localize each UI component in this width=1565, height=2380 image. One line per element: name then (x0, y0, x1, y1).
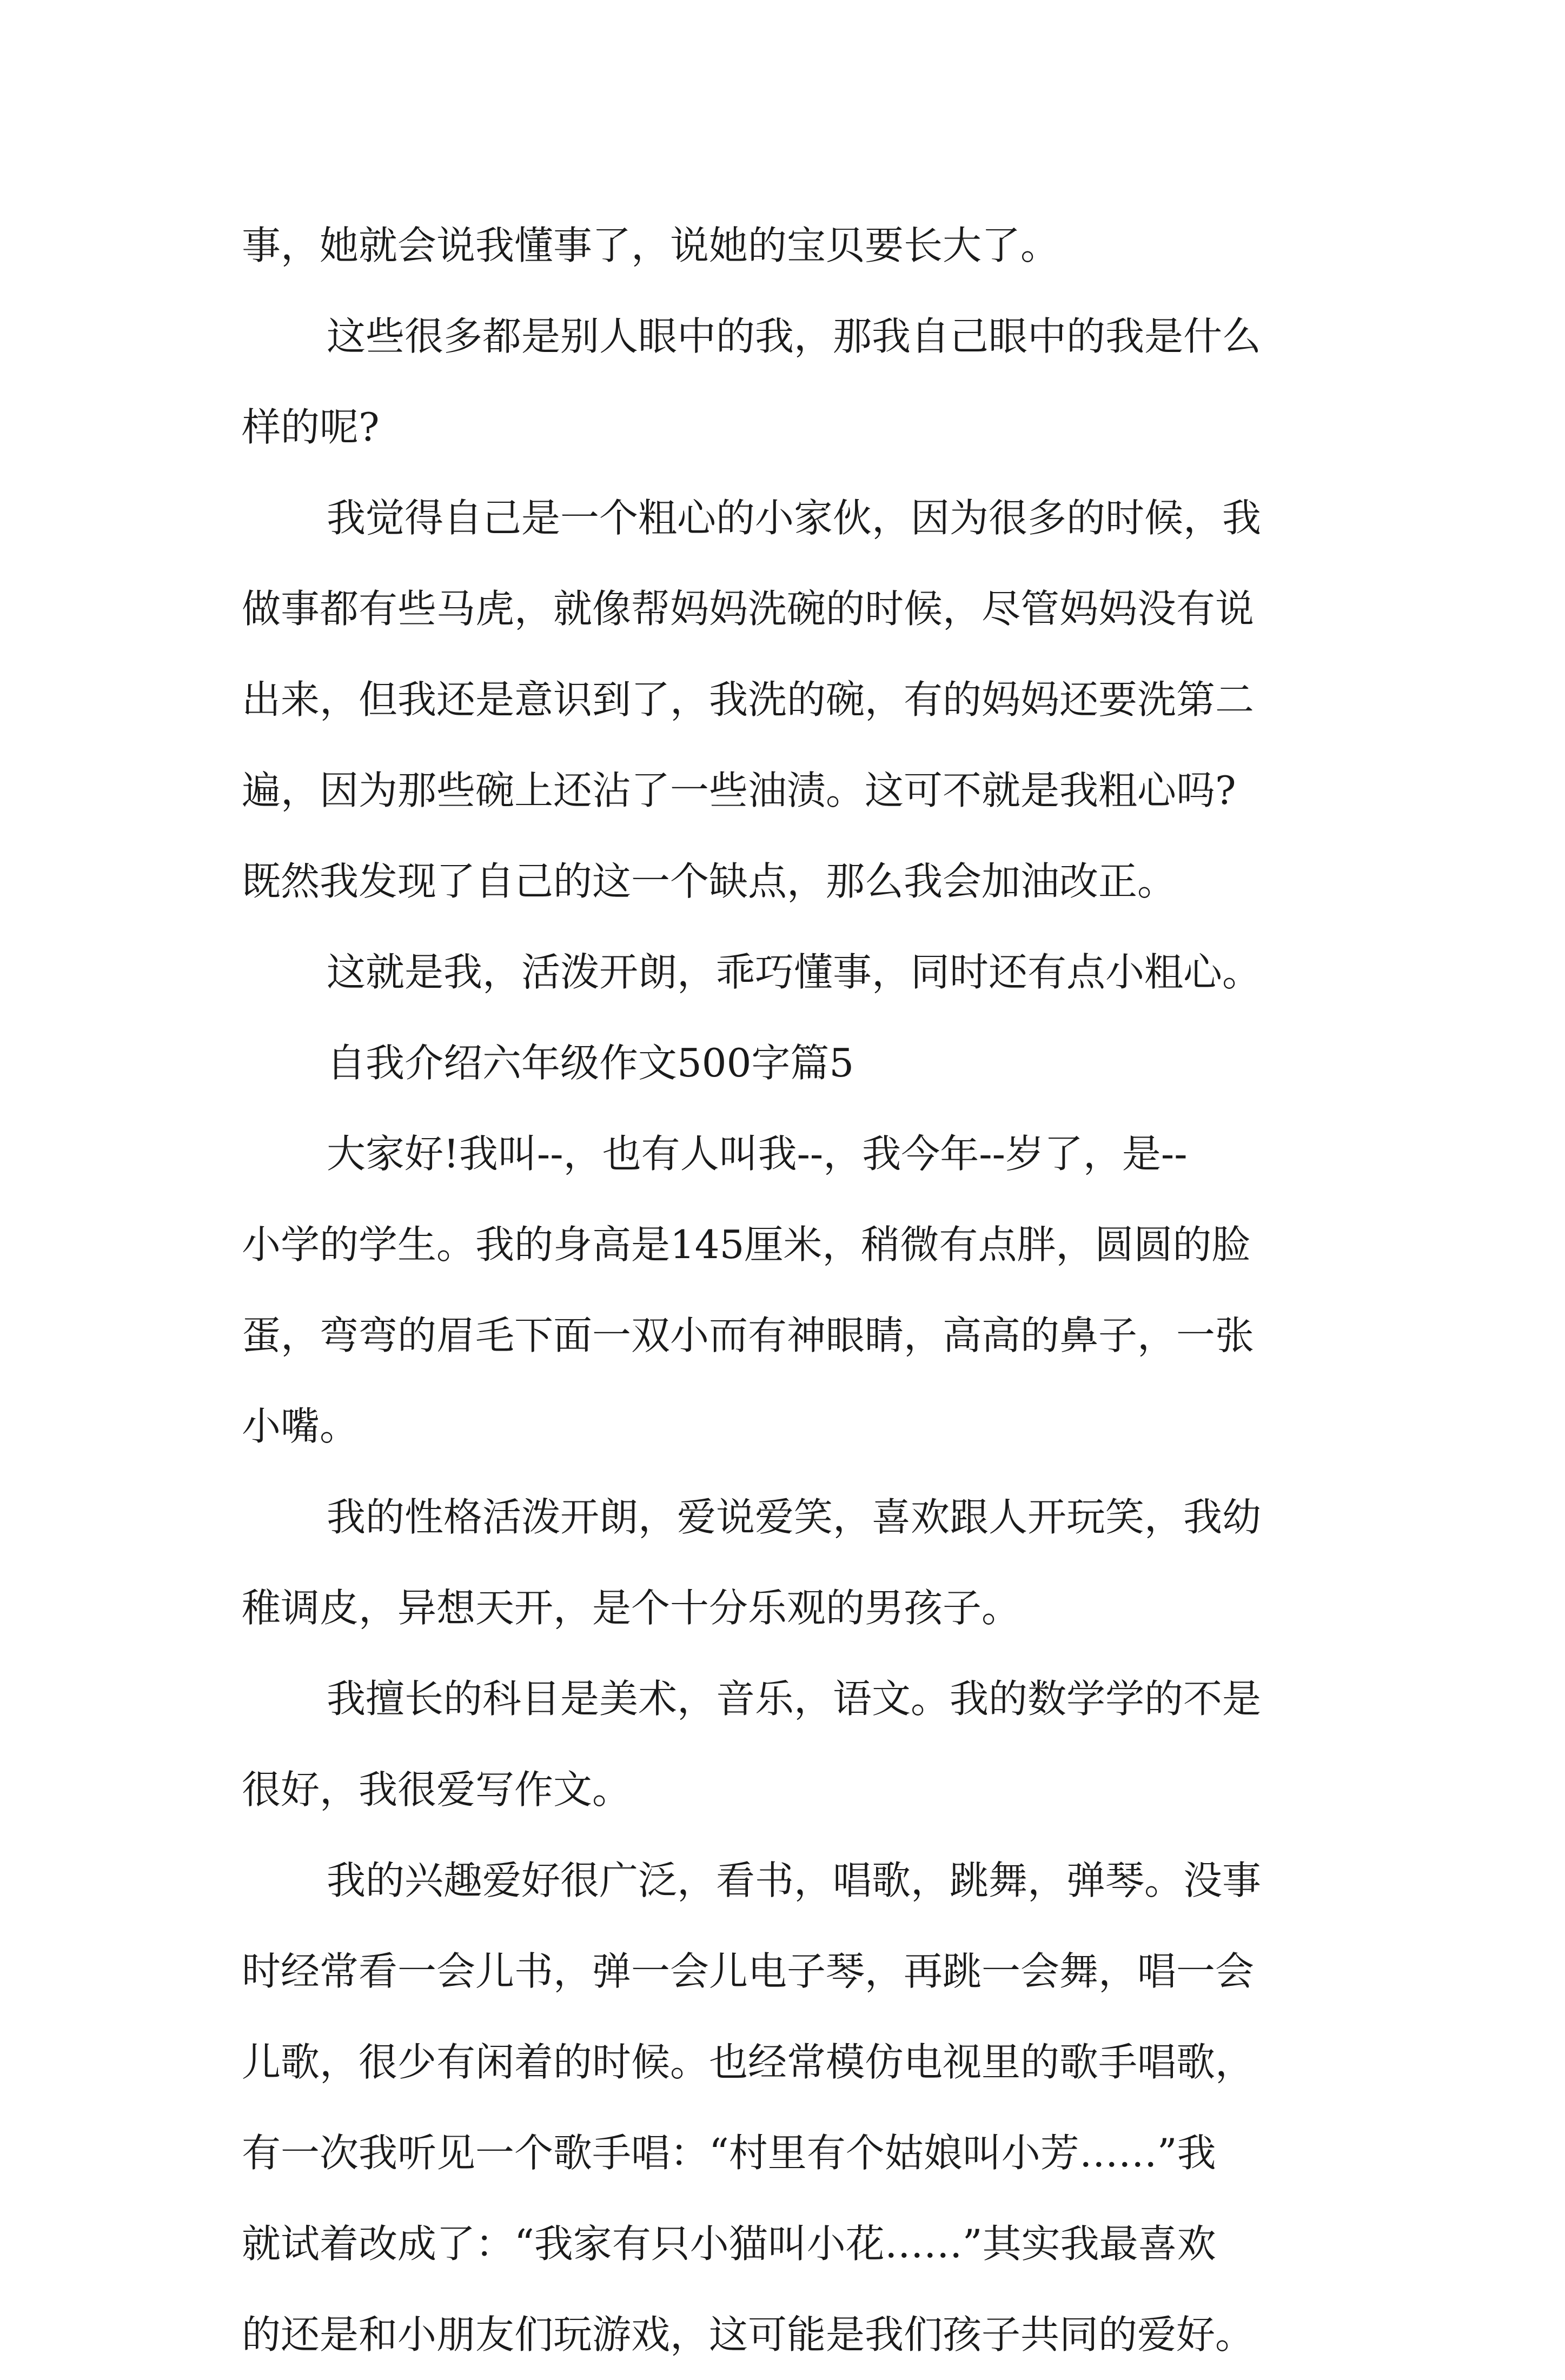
text-line: 大家好!我叫--，也有人叫我--，我今年--岁了，是-- (327, 1131, 1188, 1176)
text-line: 这就是我，活泼开朗，乖巧懂事，同时还有点小粗心。 (327, 949, 1262, 995)
text-line: 时经常看一会儿书，弹一会儿电子琴，再跳一会舞，唱一会 (242, 1949, 1255, 1994)
text-line: 遍，因为那些碗上还沾了一些油渍。这可不就是我粗心吗? (242, 768, 1236, 813)
text-line: 小学的学生。我的身高是145厘米，稍微有点胖，圆圆的脸 (242, 1222, 1251, 1267)
text-line: 事，她就会说我懂事了，说她的宝贝要长大了。 (242, 223, 1060, 268)
text-line: 稚调皮，异想天开，是个十分乐观的男孩子。 (242, 1585, 1021, 1631)
section-heading: 自我介绍六年级作文500字篇5 (327, 1040, 854, 1086)
text-line: 我擅长的科目是美术，音乐，语文。我的数学学的不是 (327, 1676, 1262, 1721)
text-line: 既然我发现了自己的这一个缺点，那么我会加油改正。 (242, 859, 1177, 904)
body-text (242, 200, 1372, 2380)
text-line: 这些很多都是别人眼中的我，那我自己眼中的我是什么 (327, 314, 1262, 359)
text-line: 有一次我听见一个歌手唱：“村里有个姑娘叫小芳……”我 (242, 2130, 1216, 2176)
text-line: 做事都有些马虎，就像帮妈妈洗碗的时候，尽管妈妈没有说 (242, 586, 1255, 631)
text-line: 蛋，弯弯的眉毛下面一双小而有神眼睛，高高的鼻子，一张 (242, 1313, 1255, 1358)
text-line: 样的呢? (242, 404, 380, 450)
text-line: 就试着改成了：“我家有只小猫叫小花……”其实我最喜欢 (242, 2221, 1216, 2266)
text-line: 出来，但我还是意识到了，我洗的碗，有的妈妈还要洗第二 (242, 677, 1255, 722)
text-line: 的还是和小朋友们玩游戏，这可能是我们孩子共同的爱好。 (242, 2312, 1255, 2357)
text-line: 很好，我很爱写作文。 (242, 1767, 632, 1812)
text-line: 我的兴趣爱好很广泛，看书，唱歌，跳舞，弹琴。没事 (327, 1858, 1262, 1903)
text-line: 儿歌，很少有闲着的时候。也经常模仿电视里的歌手唱歌， (242, 2039, 1255, 2085)
text-line: 我的性格活泼开朗，爱说爱笑，喜欢跟人开玩笑，我幼 (327, 1494, 1262, 1540)
text-line: 我觉得自己是一个粗心的小家伙，因为很多的时候，我 (327, 495, 1262, 541)
text-line: 小嘴。 (242, 1404, 359, 1449)
